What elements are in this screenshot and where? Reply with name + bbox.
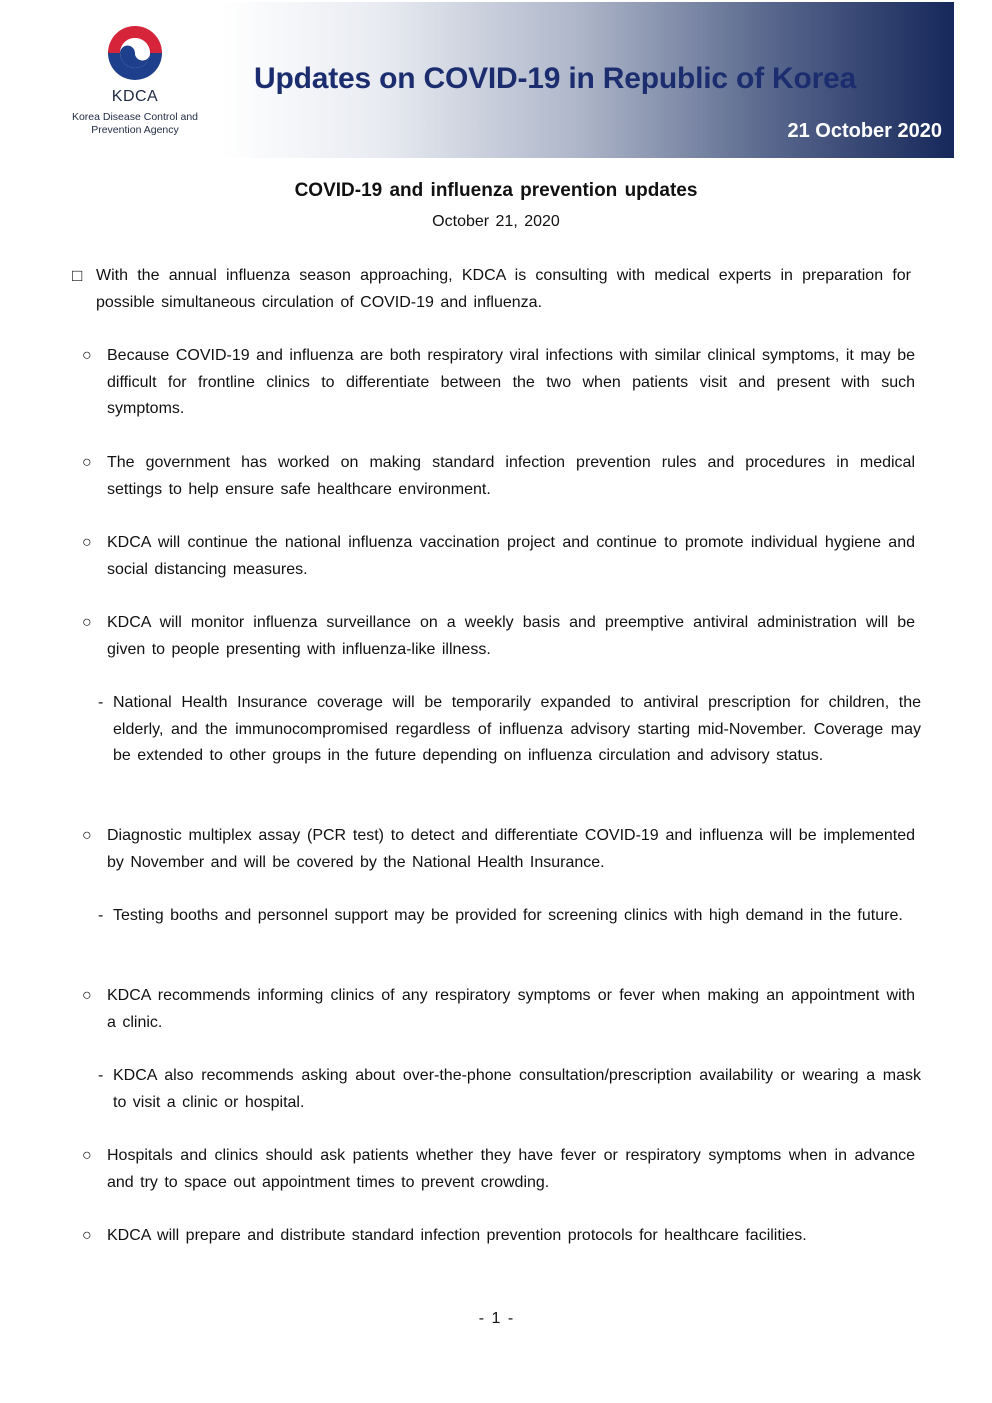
circle-bullet-icon: ○ [82,1227,92,1244]
kdca-logo [64,22,206,148]
dash-bullet-icon: - [98,694,104,711]
list-item [82,450,915,503]
document-title: COVID-19 and influenza prevention updates [294,180,698,201]
logo-abbreviation: KDCA [111,88,159,105]
circle-bullet-icon: ○ [82,614,92,631]
list-item [82,823,915,876]
sub-list-item [98,1063,921,1116]
list-item-text: KDCA will prepare and distribute standard infection prevention protocols for healthcare facilities. [107,1227,807,1244]
dash-bullet-icon: - [98,1067,104,1084]
list-item-text: Testing booths and personnel support may be provided for screening clinics with high demand in the future. [113,907,903,924]
list-item [82,1143,915,1196]
sub-list-item [98,690,921,770]
list-item-text: Diagnostic multiplex assay (PCR test) to detect and differentiate COVID-19 and influenza will be implemented by November and will be covered by the National Health Insurance. [107,827,915,871]
page-number: - 1 - [478,1310,514,1327]
taegeuk-emblem-icon [104,22,166,84]
list-item [82,343,915,423]
circle-bullet-icon: ○ [82,1147,92,1164]
paragraph-text: With the annual influenza season approaching, KDCA is consulting with medical experts in preparation for possible simultaneous circulation of COVID-19 and influenza. [96,267,911,311]
intro-paragraph [72,263,911,316]
list-item [82,610,915,663]
circle-bullet-icon: ○ [82,827,92,844]
document-date: October 21, 2020 [432,213,560,230]
list-item [82,983,915,1036]
circle-bullet-icon: ○ [82,454,92,471]
list-item-text: KDCA will continue the national influenza vaccination project and continue to promote individual hygiene and social distancing measures. [107,534,915,578]
circle-bullet-icon: ○ [82,987,92,1004]
logo-org-line: Prevention Agency [91,124,179,136]
list-item-text: Hospitals and clinics should ask patients whether they have fever or respiratory symptoms when in advance and try to space out appointment times to prevent crowding. [107,1147,915,1191]
list-item [82,1223,915,1250]
list-item-text: The government has worked on making standard infection prevention rules and procedures in medical settings to help ensure safe healthcare environment. [107,454,915,498]
circle-bullet-icon: ○ [82,534,92,551]
list-item-text: Because COVID-19 and influenza are both respiratory viral infections with similar clinical symptoms, it may be difficult for frontline clinics to differentiate between the two when patients visit and present with such symptoms. [107,347,915,417]
dash-bullet-icon: - [98,907,104,924]
list-item-text: KDCA recommends informing clinics of any respiratory symptoms or fever when making an appointment with a clinic. [107,987,915,1031]
list-item [82,530,915,583]
list-item-text: KDCA will monitor influenza surveillance on a weekly basis and preemptive antiviral administration will be given to people presenting with influenza-like illness. [107,614,915,658]
banner-title: Updates on COVID-19 in Republic of Korea [254,62,857,95]
list-item-text: KDCA also recommends asking about over-the-phone consultation/prescription availability or wearing a mask to visit a clinic or hospital. [113,1067,921,1111]
list-item-text: National Health Insurance coverage will be temporarily expanded to antiviral prescription for children, the elderly, and the immunocompromised regardless of influenza advisory starting mid-November. Coverage may be extended to other groups in the future depending on influenza circulation and advisory status. [113,694,921,764]
checkbox-marker-icon: □ [72,266,83,285]
banner-date: 21 October 2020 [787,120,942,142]
logo-org-line: Korea Disease Control and [71,111,199,123]
logo-org-name [64,111,206,137]
circle-bullet-icon: ○ [82,347,92,364]
sub-list-item [98,903,921,930]
